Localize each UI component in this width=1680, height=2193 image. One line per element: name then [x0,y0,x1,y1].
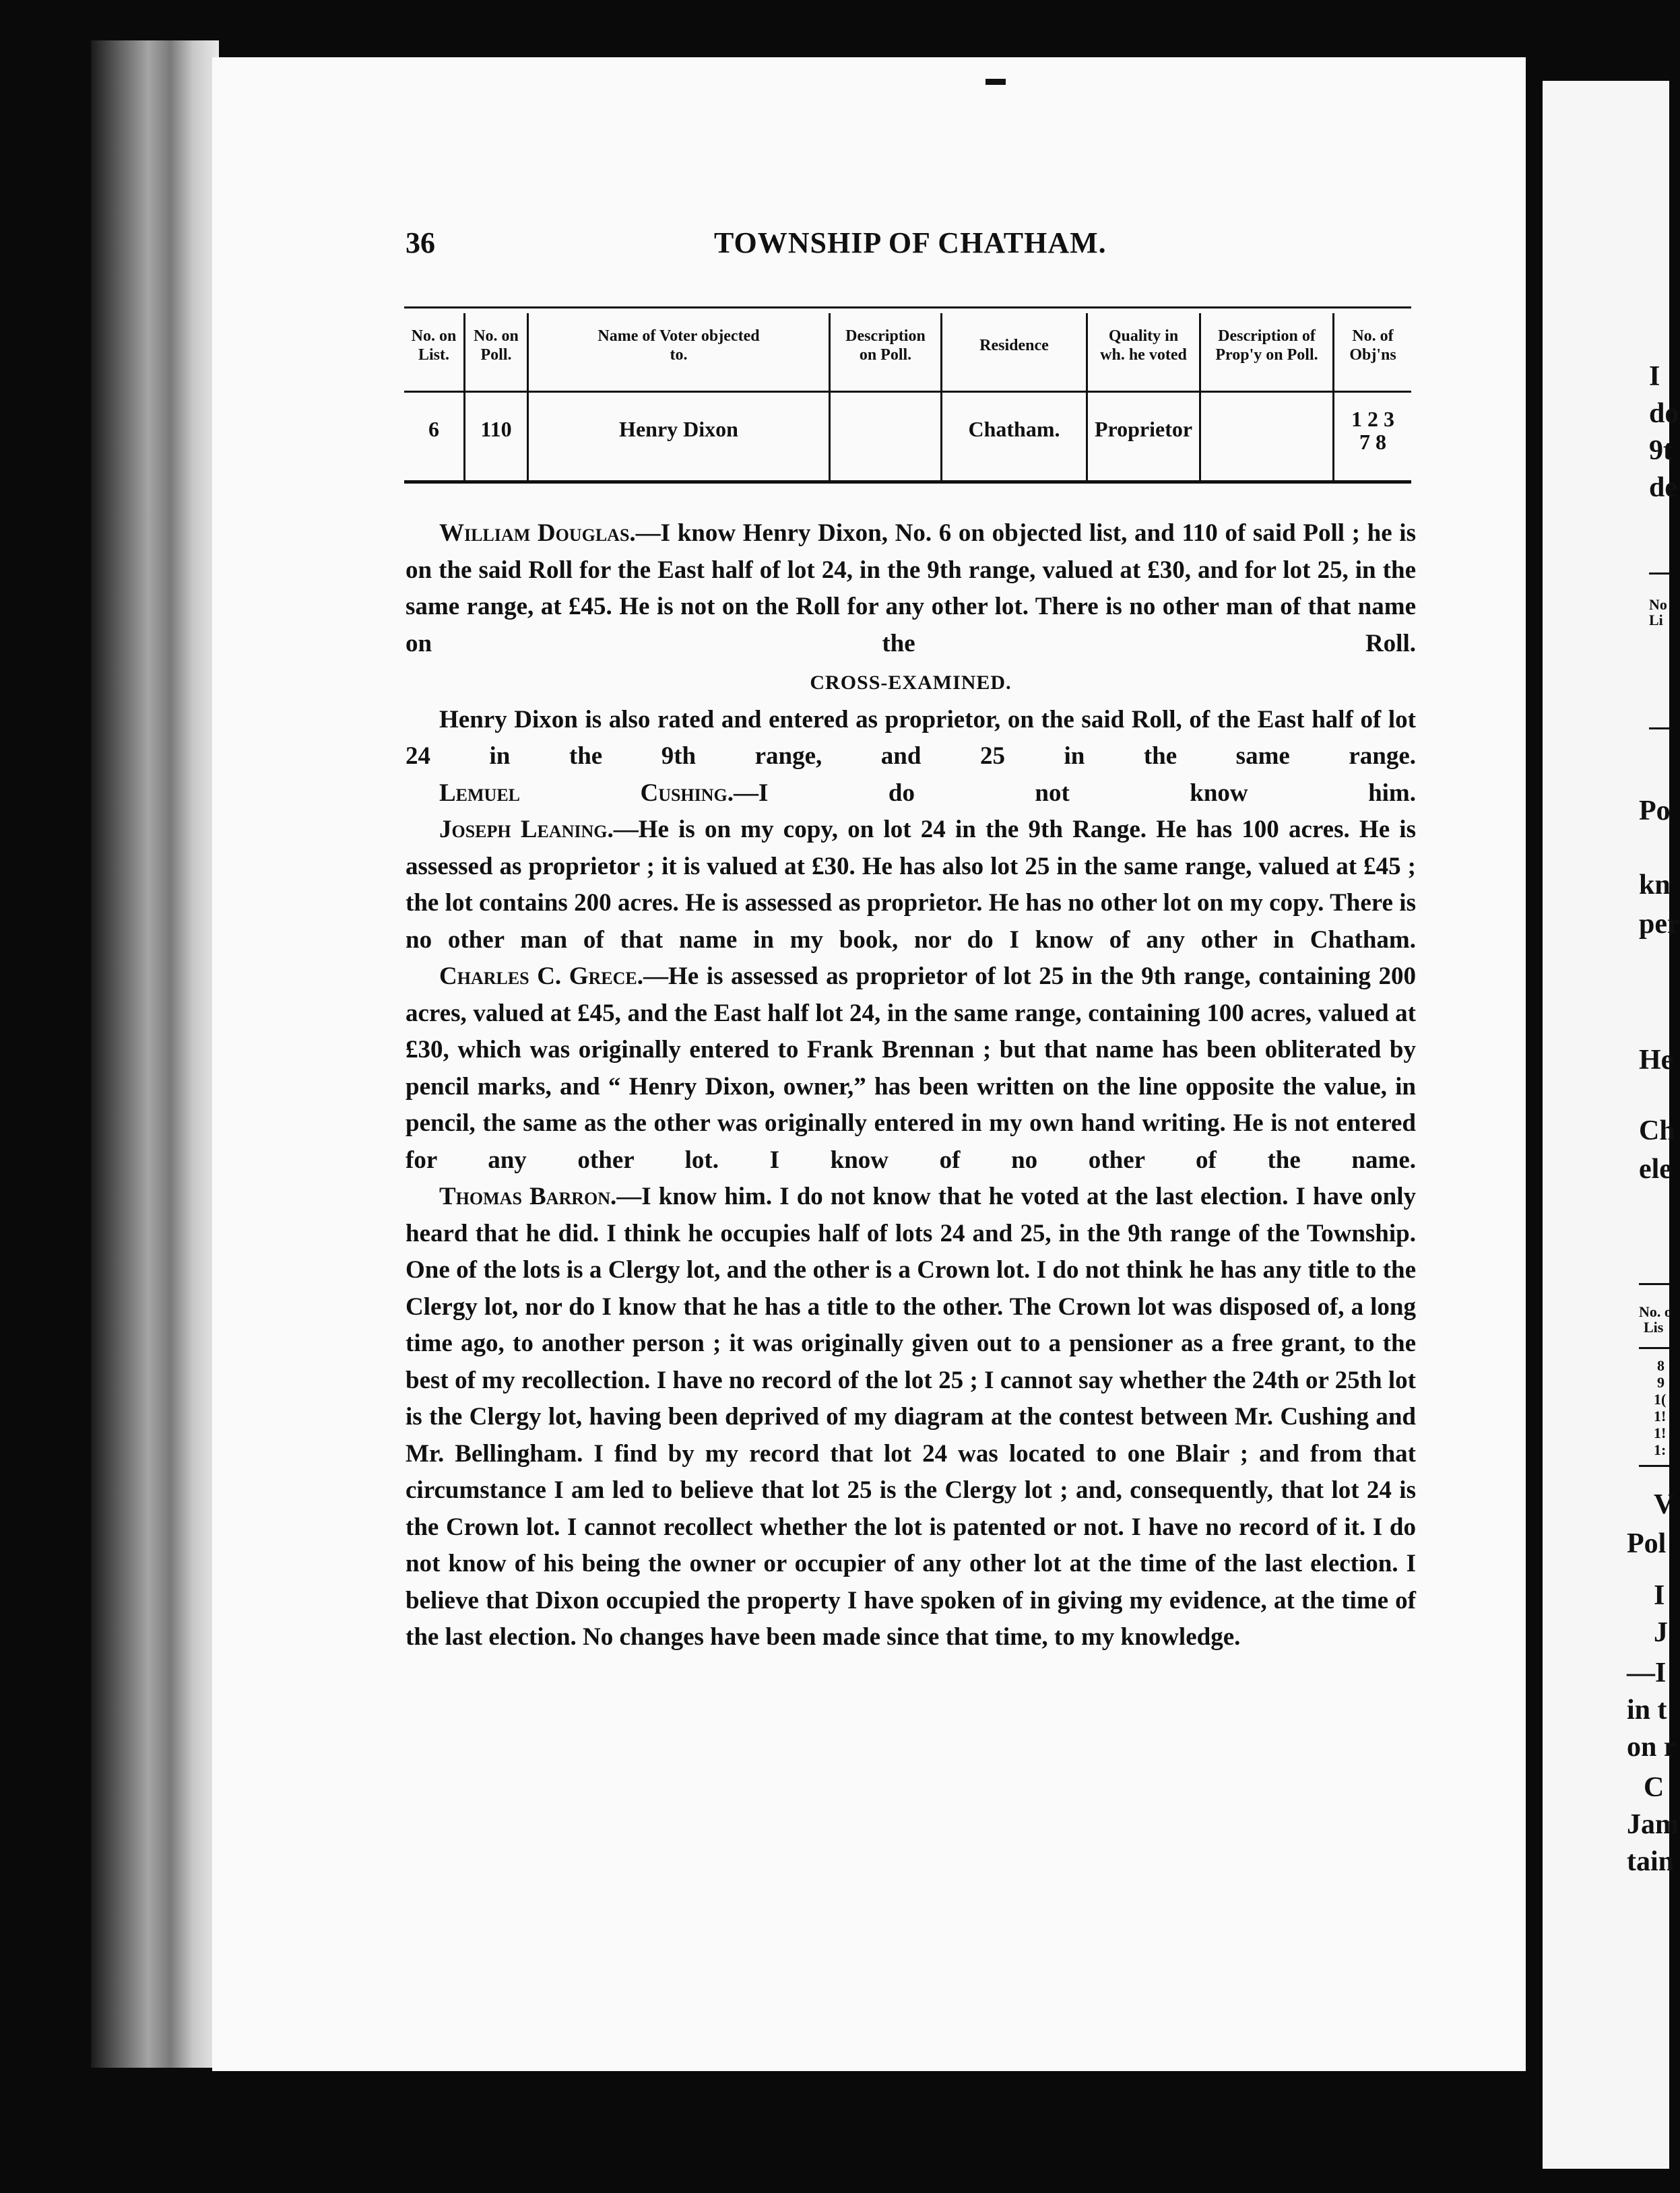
table-header-rule [404,391,1411,393]
facing-page-fragment: Jam [1627,1809,1679,1840]
testimony-paragraph [406,1179,1416,1656]
testimony-paragraph [406,812,1416,958]
facing-page-fragment: tain [1627,1846,1675,1877]
facing-page-fragment: per [1639,909,1680,940]
book-page-edges [91,40,219,2068]
cell-poll-no: 110 [480,417,512,441]
facing-page-fragment: do [1649,398,1679,429]
cell-objections-line2: 7 8 [1359,430,1386,454]
facing-page-fragment: 1: [1654,1441,1667,1458]
facing-page-rule [1649,727,1669,729]
facing-page-fragment: 9t [1649,435,1673,466]
facing-page-fragment: I [1649,361,1660,392]
facing-page-fragment: 1! [1654,1408,1667,1425]
facing-page-fragment: kn [1639,870,1671,901]
cell-residence: Chatham. [968,417,1060,441]
page-number: 36 [406,226,435,259]
facing-page-fragment: Lis [1644,1319,1664,1336]
testimony-text-run: Henry Dixon is also rated and entered as proprietor, on the said Roll, of the East half of lot 24 in the 9th range, and 25 in the same range. [406,705,1416,770]
cell-quality: Proprietor [1094,417,1193,441]
header-quality-voted: Quality in wh. he voted [1100,327,1187,364]
facing-page-fragment: on r [1627,1732,1677,1763]
cell-objections-line1: 1 2 3 [1351,407,1394,431]
facing-page-rule [1649,572,1669,575]
facing-page-fragment: 1( [1654,1391,1667,1408]
facing-page-rule [1639,1283,1669,1285]
header-residence: Residence [979,337,1049,354]
table-bottom-rule [404,480,1411,484]
witness-name: Thomas Barron. [439,1183,617,1210]
header-no-on-poll: No. on Poll. [474,327,519,364]
witness-name: Lemuel Cushing. [439,779,734,807]
witness-name: Joseph Leaning. [439,816,614,843]
header-description-on-poll: Description on Poll. [845,327,926,364]
header-name-of-voter: Name of Voter objected to. [597,327,760,364]
cell-list-no: 6 [428,417,439,441]
header-no-on-list: No. on List. [411,327,457,364]
testimony-text-run: —He is assessed as proprietor of lot 25 in the 9th range, containing 200 acres, valued at £45, and the East half lot 24, in the same range, containing 100 acres, valued at £30, which was originally entered to Frank Brennan ; but that name has been obliterated by pencil marks, and “ Henry Dixon, owner,” has been written on the line opposite the value, in pencil, the same as the other was originally entered in my own hand writing. He is not entered for any other lot. I know of no other of the name. [406,962,1416,1174]
cross-examined-heading: CROSS-EXAMINED. [810,672,1012,694]
testimony-paragraph [406,702,1416,775]
facing-page-fragment: J [1654,1617,1668,1648]
facing-page-fragment: C [1644,1772,1665,1803]
facing-page-fragment: Pol [1627,1528,1667,1559]
facing-page-fragment: in t [1627,1695,1667,1726]
testimony-paragraph [406,958,1416,1179]
running-head: TOWNSHIP OF CHATHAM. [714,226,1107,259]
facing-page-fragment: V [1654,1489,1675,1520]
top-mark: ▬ [986,67,1006,90]
facing-page-fragment: ele [1639,1154,1672,1185]
testimony-text-run: —I know him. I do not know that he voted at the last election. I have only heard that he did. I think he occupies half of lots 24 and 25, in the 9th range of the Township. One of the lots is a Clergy lot, and the other is a Crown lot. I do not think he has any title to the Clergy lot, nor do I know that he has a title to the other. The Crown lot was disposed of, a long time ago, to another person ; it was originally given out to a pensioner as a free grant, to the best of my recollection. I have no record of the lot 25 ; I cannot say whether the 24th or 25th lot is the Clergy lot, having been deprived of my diagram at the contest between Mr. Cushing and Mr. Bellingham. I find by my record that lot 24 was located to one Blair ; and from that circumstance I am led to believe that lot 25 is the Clergy lot ; and, consequently, that lot 24 is the Crown lot. I cannot recollect whether the lot is patented or not. I have no record of it. I do not know of his being the owner or occupier of any other lot at the time of the last election. I believe that Dixon occupied the property I have spoken of in giving my evidence, at the time of the last election. No changes have been made since that time, to my knowledge. [406,1183,1416,1651]
facing-page-fragment: He [1639,1045,1674,1076]
facing-page-fragment: de [1649,472,1677,503]
testimony-text-run: —I do not know him. [734,779,1416,807]
testimony-text-run: —He is on my copy, on lot 24 in the 9th Range. He has 100 acres. He is assessed as proprietor ; it is valued at £30. He has also lot 25 in the same range, valued at £45 ; the lot contains 200 acres. He is assessed as proprietor. He has no other lot on my copy. There is no other man of that name in my book, nor do I know of any other in Chatham. [406,816,1416,954]
facing-page-rule [1639,1465,1669,1467]
facing-page-fragment: —I [1627,1658,1667,1689]
testimony-text [406,515,1416,1656]
objections-table [404,306,1411,485]
facing-page-fragment: Po [1639,795,1671,826]
facing-page-fragment: No. o [1639,1303,1672,1320]
facing-page-fragment: 9 [1657,1374,1665,1391]
header-no-of-objections: No. of Obj'ns [1349,327,1396,364]
facing-page-fragment: Li [1649,612,1663,628]
facing-page-fragment: 1! [1654,1425,1667,1441]
witness-name: Charles C. Grece. [439,962,644,990]
facing-page-fragment: I [1654,1580,1665,1611]
witness-name: William Douglas. [439,519,636,547]
facing-page-fragment: No [1649,596,1667,613]
facing-page-fragment: 8 [1657,1357,1665,1374]
header-description-property: Description of Prop'y on Poll. [1215,327,1318,364]
cell-voter-name: Henry Dixon [619,417,738,441]
testimony-paragraph [406,515,1416,662]
table-top-rule [404,306,1411,308]
testimony-text-run: —I know Henry Dixon, No. 6 on objected list, and 110 of said Poll ; he is on the said Roll for the East half of lot 24, in the 9th range, valued at £30, and for lot 25, in the same range, at £45. He is not on the Roll for any other lot. There is no other man of that name on the Roll. [406,519,1416,657]
facing-page-fragment: Ch [1639,1115,1675,1146]
testimony-paragraph [406,775,1416,812]
facing-page-rule [1639,1347,1669,1349]
